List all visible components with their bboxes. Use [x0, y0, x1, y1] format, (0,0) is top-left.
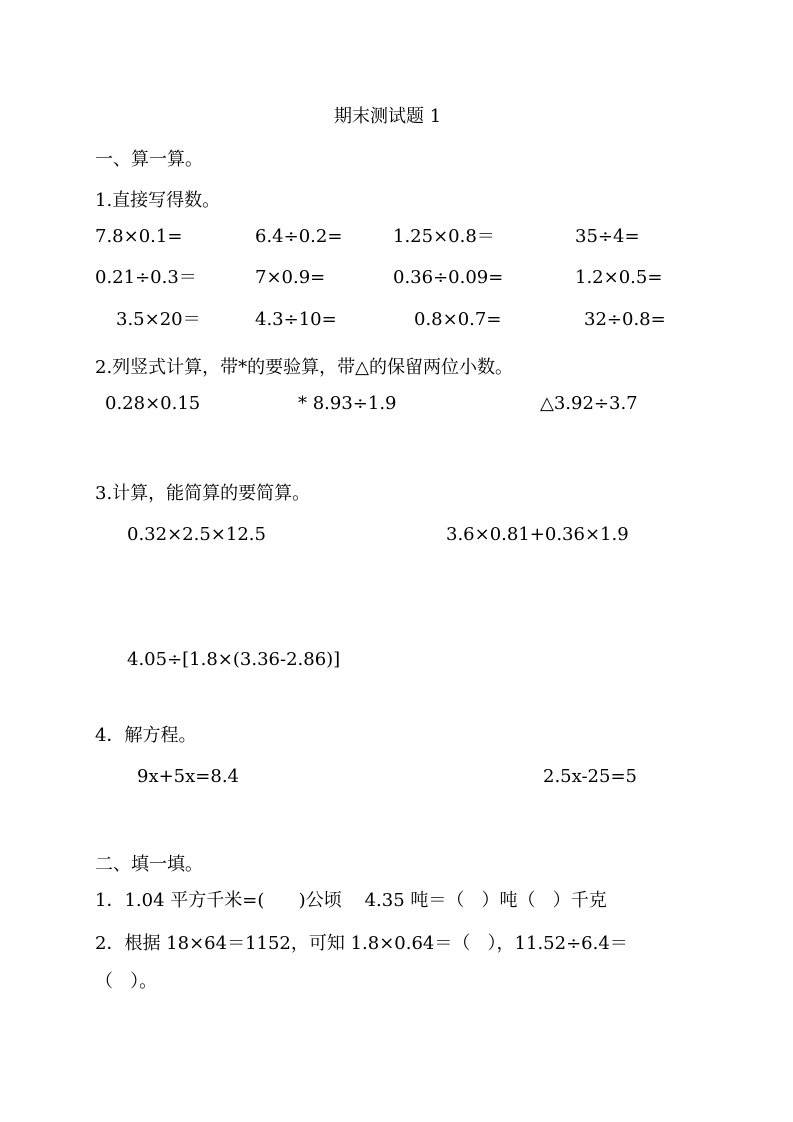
q1-r3-c1: 3.5×20＝ — [116, 309, 201, 330]
page-title: 期末测试题 1 — [334, 106, 442, 127]
q1-prompt: 1.直接写得数。 — [95, 190, 221, 211]
q3-item-2: 3.6×0.81+0.36×1.9 — [446, 524, 629, 545]
section1-heading: 一、算一算。 — [95, 149, 203, 170]
q1-r1-c3: 1.25×0.8＝ — [393, 226, 495, 247]
q2-item-1: 0.28×0.15 — [105, 393, 201, 414]
q1-r1-c1: 7.8×0.1= — [95, 226, 183, 247]
q1-r3-c3: 0.8×0.7= — [414, 309, 502, 330]
q3-item-3: 4.05÷[1.8×(3.36-2.86)] — [127, 649, 341, 670]
q1-r2-c4: 1.2×0.5= — [575, 267, 663, 288]
q1-r2-c2: 7×0.9= — [255, 267, 326, 288]
q4-item-1: 9x+5x=8.4 — [137, 766, 239, 787]
q2-prompt: 2.列竖式计算，带*的要验算，带△的保留两位小数。 — [95, 357, 514, 378]
q3-item-1: 0.32×2.5×12.5 — [127, 524, 266, 545]
q4-prompt: 4．解方程。 — [95, 725, 197, 746]
q1-r1-c4: 35÷4= — [575, 226, 640, 247]
q2-item-2: * 8.93÷1.9 — [298, 393, 397, 414]
q4-item-2: 2.5x-25=5 — [543, 766, 637, 787]
q1-r3-c4: 32÷0.8= — [584, 309, 666, 330]
q1-r3-c2: 4.3÷10= — [255, 309, 337, 330]
q2-item-3: △3.92÷3.7 — [540, 393, 638, 414]
section2-q2-line1: 2．根据 18×64＝1152，可知 1.8×0.64＝（ ），11.52÷6.4＝ — [95, 933, 628, 954]
q1-r2-c1: 0.21÷0.3＝ — [95, 267, 197, 288]
section2-q1: 1．1.04 平方千米=( )公顷 4.35 吨＝（ ）吨（ ）千克 — [95, 890, 607, 911]
q1-r1-c2: 6.4÷0.2= — [255, 226, 343, 247]
q3-prompt: 3.计算，能简算的要简算。 — [95, 483, 311, 504]
section2-heading: 二、填一填。 — [95, 854, 203, 875]
q1-r2-c3: 0.36÷0.09= — [393, 267, 504, 288]
section2-q2-line2: （ ）。 — [95, 971, 158, 992]
